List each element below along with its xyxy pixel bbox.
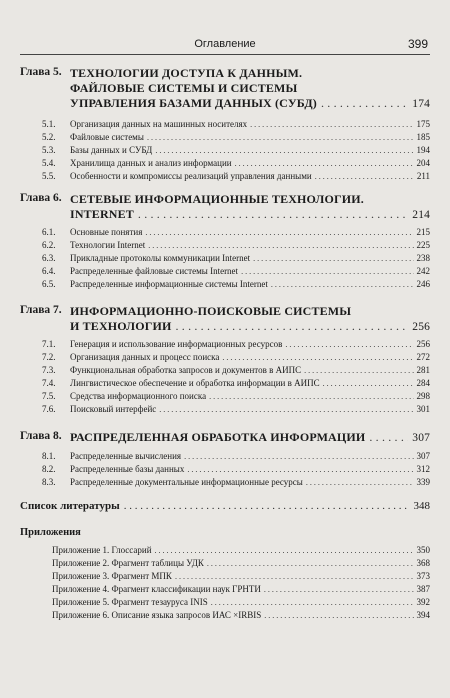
entry-number: 8.2. [42,464,56,474]
toc-entry[interactable] [42,226,430,239]
entry-number: 6.4. [42,266,56,276]
entry-page: 246 [416,279,430,289]
entry-title: Распределенные информационные системы Internet [70,279,268,289]
chapter-title [70,304,430,335]
dot-leader [271,278,414,291]
toc-entry[interactable] [42,265,430,278]
appendix-entry[interactable] [52,557,430,570]
entry-title: Организация данных и процесс поиска [70,352,220,362]
appendix-page: 392 [416,597,430,607]
dot-leader [315,170,414,183]
dot-leader [155,544,414,557]
entry-number: 6.5. [42,279,56,289]
dot-leader [323,377,414,390]
entry-number: 5.3. [42,145,56,155]
entry-title: Распределенные вычисления [70,451,182,461]
toc-entry[interactable] [42,390,430,403]
entry-number: 7.5. [42,391,56,401]
dot-leader [147,131,414,144]
appendix-title: Приложение 2. Фрагмент таблицы УДК [52,558,204,568]
entry-title: Поисковый интерфейс [70,404,157,414]
chapter-title-line: И ТЕХНОЛОГИИ [70,319,172,333]
entry-page: 298 [416,391,430,401]
entry-number: 5.4. [42,158,56,168]
chapter-title [70,192,430,223]
appendix-page: 350 [416,545,430,555]
chapter-label: Глава 8. [20,430,62,442]
entry-number: 7.3. [42,365,56,375]
appendix-entry[interactable] [52,544,430,557]
entry-page: 307 [416,451,430,461]
entry-number: 5.1. [42,119,56,129]
appendix-title: Приложение 3. Фрагмент МПК [52,571,172,581]
entry-page: 339 [416,477,430,487]
section-list [42,226,430,291]
appendix-title: Приложение 4. Фрагмент классификации наук ГРНТИ [52,584,261,594]
chapter-page: 256 [412,321,430,333]
appendix-page: 394 [416,610,430,620]
entry-number: 8.1. [42,451,56,461]
dot-leader [211,596,414,609]
entry-number: 7.1. [42,339,56,349]
entry-title: Прикладные протоколы коммуникации Internet [70,253,251,263]
entry-page: 204 [416,158,430,168]
entry-number: 5.5. [42,171,56,181]
appendix-title: Приложение 6. Описание языка запросов ИАС ×IRBIS [52,610,262,620]
dot-leader [264,583,414,596]
dot-leader [159,403,413,416]
entry-page: 301 [416,404,430,414]
chapter-title-line: INTERNET [70,207,134,221]
appendix-entry[interactable] [52,609,430,622]
chapter-title-line: СЕТЕВЫЕ ИНФОРМАЦИОННЫЕ ТЕХНОЛОГИИ. [70,192,364,206]
toc-entry[interactable] [42,239,430,252]
dot-leader [207,557,414,570]
entry-page: 281 [416,365,430,375]
toc-entry[interactable] [42,377,430,390]
entry-title: Файловые системы [70,132,144,142]
dot-leader [369,430,408,445]
toc-entry[interactable] [42,157,430,170]
entry-page: 272 [416,352,430,362]
chapter-title-line: ТЕХНОЛОГИИ ДОСТУПА К ДАННЫМ. [70,66,303,80]
dot-leader [304,364,413,377]
references-title: Список литературы [20,500,120,512]
chapter-page: 307 [412,432,430,444]
running-head [20,36,430,55]
entry-number: 7.4. [42,378,56,388]
toc-entry[interactable] [42,351,430,364]
entry-number: 6.1. [42,227,56,237]
appendix-entry[interactable] [52,596,430,609]
chapter-label: Глава 5. [20,66,62,78]
chapter-title [70,430,430,446]
entry-number: 5.2. [42,132,56,142]
entry-page: 284 [416,378,430,388]
entry-title: Организация данных на машинных носителях [70,119,248,129]
references-entry[interactable] [20,500,430,512]
chapter-label: Глава 6. [20,192,62,204]
toc-entry[interactable] [42,170,430,183]
chapter-title-line: РАСПРЕДЕЛЕННАЯ ОБРАБОТКА ИНФОРМАЦИИ [70,430,366,444]
entry-page: 256 [416,339,430,349]
entry-number: 6.2. [42,240,56,250]
toc-entry[interactable] [42,278,430,291]
entry-page: 312 [416,464,430,474]
section-list [42,118,430,183]
entry-number: 8.3. [42,477,56,487]
dot-leader [321,96,408,111]
toc-entry[interactable] [42,450,430,463]
appendix-entry[interactable] [52,570,430,583]
toc-entry[interactable] [42,118,430,131]
entry-page: 175 [416,119,430,129]
appendix-page: 373 [416,571,430,581]
appendix-page: 387 [416,584,430,594]
entry-title: Основные понятия [70,227,143,237]
entry-title: Лингвистическое обеспечение и обработка информации в АИПС [70,378,320,388]
dot-leader [184,450,413,463]
entry-page: 194 [416,145,430,155]
entry-title: Распределенные документальные информационные ресурсы [70,477,303,487]
entry-title: Особенности и компромиссы реализаций управления данными [70,171,312,181]
section-list [42,338,430,416]
chapter-title-line: УПРАВЛЕНИЯ БАЗАМИ ДАННЫХ (СУБД) [70,96,317,110]
toc-entry[interactable] [42,338,430,351]
appendix-entry[interactable] [52,583,430,596]
entry-title: Средства информационного поиска [70,391,207,401]
dot-leader [148,239,413,252]
entry-title: Технологии Internet [70,240,146,250]
dot-leader [155,144,413,157]
dot-leader [222,351,413,364]
toc-entry[interactable] [42,144,430,157]
dot-leader [235,157,414,170]
page-number: 399 [407,37,428,51]
appendix-page: 368 [416,558,430,568]
entry-page: 185 [416,132,430,142]
section-list [42,450,430,489]
entry-page: 211 [416,171,430,181]
dot-leader [138,207,408,222]
entry-title: Базы данных и СУБД [70,145,153,155]
entry-page: 215 [416,227,430,237]
entry-title: Распределенные файловые системы Internet [70,266,239,276]
entry-title: Распределенные базы данных [70,464,185,474]
chapter-title [70,66,430,112]
entry-title: Функциональная обработка запросов и документов в АИПС [70,365,302,375]
dot-leader [187,463,413,476]
dot-leader [175,319,408,334]
running-head-title: Оглавление [194,38,256,50]
dot-leader [175,570,414,583]
toc-entry[interactable] [42,131,430,144]
toc-entry[interactable] [42,252,430,265]
chapter-page: 174 [412,98,430,110]
chapter-title-line: ИНФОРМАЦИОННО-ПОИСКОВЫЕ СИСТЕМЫ [70,304,352,318]
entry-number: 7.6. [42,404,56,414]
dot-leader [250,118,413,131]
appendix-title: Приложение 5. Фрагмент тезауруса INIS [52,597,208,607]
entry-page: 242 [416,266,430,276]
dot-leader [209,390,413,403]
appendix-title: Приложение 1. Глоссарий [52,545,152,555]
chapter-title-line: ФАЙЛОВЫЕ СИСТЕМЫ И СИСТЕМЫ [70,81,298,95]
dot-leader [264,609,413,622]
toc-entry[interactable] [42,463,430,476]
dot-leader [145,226,413,239]
chapter-page: 214 [412,209,430,221]
chapter-label: Глава 7. [20,304,62,316]
appendices-heading: Приложения [20,527,81,538]
entry-title: Генерация и использование информационных ресурсов [70,339,283,349]
dot-leader [285,338,413,351]
dot-leader [241,265,413,278]
entry-number: 7.2. [42,352,56,362]
toc-entry[interactable] [42,403,430,416]
dot-leader [306,476,414,489]
dot-leader [124,500,410,512]
dot-leader [253,252,413,265]
entry-title: Хранилища данных и анализ информации [70,158,232,168]
appendix-list [52,544,430,622]
entry-number: 6.3. [42,253,56,263]
toc-entry[interactable] [42,476,430,489]
entry-page: 225 [416,240,430,250]
entry-page: 238 [416,253,430,263]
toc-entry[interactable] [42,364,430,377]
references-page: 348 [413,500,430,512]
